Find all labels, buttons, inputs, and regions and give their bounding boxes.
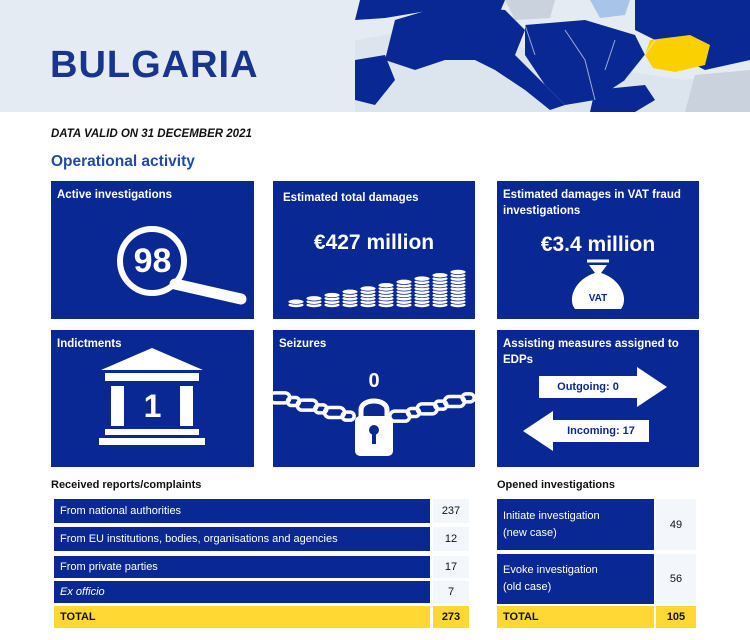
coin — [450, 269, 466, 274]
vat-damages-value: €3.4 million — [540, 233, 656, 256]
table-row — [497, 554, 654, 604]
card-active-investigations — [51, 181, 254, 319]
coin — [342, 289, 358, 294]
coin — [378, 283, 394, 288]
table-cell-value: 12 — [433, 527, 469, 551]
total-label: TOTAL — [497, 606, 654, 628]
table-cell-value: 56 — [656, 554, 696, 604]
total-value: 273 — [433, 606, 469, 628]
arrows-icon — [497, 330, 699, 467]
card-title: Estimated total damages — [283, 192, 419, 204]
coin — [288, 299, 304, 304]
card-total-damages — [273, 181, 475, 319]
incoming-label: Incoming: 17 — [567, 425, 635, 437]
indictments-value: 1 — [143, 388, 162, 424]
total-label: TOTAL — [54, 606, 430, 628]
table-cell-value: 7 — [433, 581, 469, 603]
row-label-line: (old case) — [503, 581, 552, 593]
total-damages-value: €427 million — [313, 231, 435, 254]
coin — [306, 296, 322, 301]
table-row: From private parties — [54, 556, 430, 578]
outgoing-label: Outgoing: 0 — [557, 381, 619, 393]
card-title: Estimated damages in VAT fraud investigations — [503, 189, 681, 217]
chain-lock-icon — [273, 330, 475, 467]
coin — [396, 279, 412, 284]
header-banner — [0, 0, 750, 112]
table-cell-value: 49 — [656, 499, 696, 550]
europe-map-graphic — [355, 0, 750, 112]
active-investigations-value: 98 — [133, 242, 172, 280]
total-value: 105 — [656, 606, 696, 628]
row-label-line: Initiate investigation — [503, 509, 600, 522]
chain-link — [390, 411, 410, 421]
table-row: From national authorities — [54, 499, 430, 523]
row-label-line: (new case) — [503, 526, 557, 539]
table-cell-value: 17 — [433, 556, 469, 578]
row-label-line: Evoke investigation — [503, 564, 598, 576]
table-row — [497, 499, 654, 550]
page-title: BULGARIA — [50, 44, 259, 86]
coin — [324, 293, 340, 298]
section-title: Operational activity — [51, 153, 195, 170]
card-title: Indictments — [57, 338, 122, 350]
coin — [360, 286, 376, 291]
card-title: Active investigations — [57, 189, 173, 201]
card-seizures — [273, 330, 475, 467]
card-indictments — [51, 330, 254, 467]
card-assisting-measures — [497, 330, 699, 467]
received-reports-title: Received reports/complaints — [51, 479, 202, 491]
card-title: Assisting measures assigned to EDPs — [503, 338, 679, 366]
table-cell-value: 237 — [433, 499, 469, 523]
table-row: From EU institutions, bodies, organisations and agencies — [54, 527, 430, 551]
table-row: Ex officio — [54, 581, 430, 603]
coin — [432, 273, 448, 278]
seizures-value: 0 — [368, 370, 380, 392]
data-valid-date: DATA VALID ON 31 DECEMBER 2021 — [51, 128, 252, 140]
card-vat-damages — [497, 181, 699, 319]
opened-investigations-title: Opened investigations — [497, 479, 615, 491]
coin — [414, 276, 430, 281]
vat-bag-label: VAT — [588, 293, 608, 304]
coin-stacks-icon — [273, 181, 475, 319]
card-title: Seizures — [279, 338, 327, 350]
